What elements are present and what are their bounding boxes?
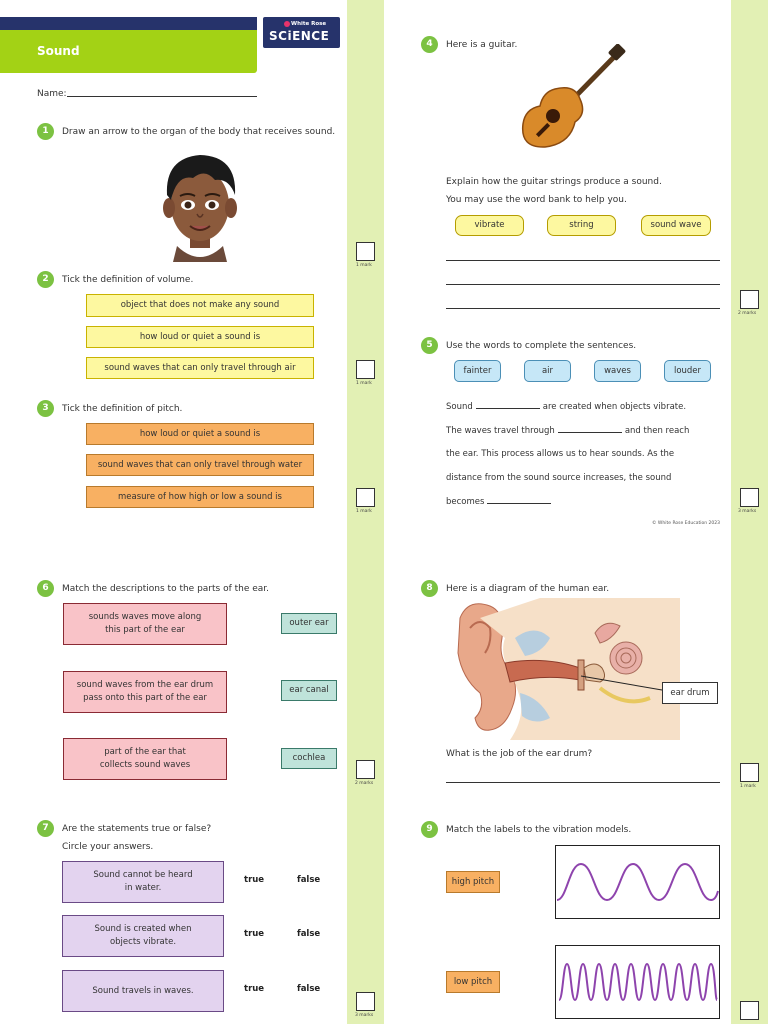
q6-description-3 [63, 738, 227, 780]
q8-question: What is the job of the ear drum? [446, 749, 593, 759]
q7-text-2: Circle your answers. [62, 842, 154, 852]
q5-blank-3[interactable] [487, 503, 551, 504]
question-number-4: 4 [421, 36, 438, 53]
q5-sentence-4: distance from the sound source increases, the sound [446, 473, 672, 483]
q1-text: Draw an arrow to the organ of the body that receives sound. [62, 127, 336, 137]
q5-mark-label: 3 marks [738, 509, 757, 514]
q8-mark-box[interactable] [740, 763, 759, 782]
q5-text: Use the words to complete the sentences. [446, 341, 637, 351]
q4-mark-box[interactable] [740, 290, 759, 309]
question-number-5: 5 [421, 337, 438, 354]
q2-mark-label: 1 mark [356, 381, 372, 386]
word-bank-vibrate: vibrate [455, 215, 524, 236]
q6-d3-l2: collects sound waves [99, 760, 191, 770]
q1-mark-label: 1 mark [356, 263, 372, 268]
q7-text: Are the statements true or false? [62, 824, 212, 834]
word-bank-string: string [547, 215, 616, 236]
q5-blank-2[interactable] [558, 432, 622, 433]
word-waves: waves [594, 360, 641, 382]
q7-mark-label: 3 marks [355, 1013, 374, 1018]
header-navy-strip [0, 17, 257, 30]
q7-statement-3: Sound travels in waves. [62, 970, 224, 1012]
q6-part-outer-ear: outer ear [281, 613, 337, 634]
q7-statement-1 [62, 861, 224, 903]
q2-mark-box[interactable] [356, 360, 375, 379]
word-louder: louder [664, 360, 711, 382]
q6-d3-l1: part of the ear that [104, 747, 186, 758]
q3-option-3[interactable]: measure of how high or low a sound is [86, 486, 314, 508]
question-number-3: 3 [37, 400, 54, 417]
q4-answer-line-1[interactable] [446, 260, 720, 261]
name-label: Name: [37, 89, 67, 99]
q5-sentence-5 [446, 497, 554, 507]
question-number-1: 1 [37, 123, 54, 140]
q3-text: Tick the definition of pitch. [62, 404, 183, 414]
q5-s5: becomes [446, 497, 485, 507]
q6-text: Match the descriptions to the parts of the ear. [62, 584, 270, 594]
question-number-9: 9 [421, 821, 438, 838]
q4-explain-2: You may use the word bank to help you. [446, 195, 627, 205]
q2-option-1[interactable]: object that does not make any sound [86, 294, 314, 317]
q6-d2-l1: sound waves from the ear drum [76, 680, 214, 691]
copyright: © White Rose Education 2023 [652, 521, 720, 526]
q4-answer-line-3[interactable] [446, 308, 720, 309]
vibration-model-narrow-wave [555, 945, 720, 1019]
q6-description-1 [63, 603, 227, 645]
q8-text: Here is a diagram of the human ear. [446, 584, 610, 594]
q7-true-3[interactable]: true [244, 984, 265, 994]
logo [263, 17, 340, 48]
question-number-8: 8 [421, 580, 438, 597]
q6-mark-label: 2 marks [355, 781, 374, 786]
logo-main-text: SCiENCE [269, 29, 330, 43]
q9-text: Match the labels to the vibration models. [446, 825, 632, 835]
q2-option-2[interactable]: how loud or quiet a sound is [86, 326, 314, 348]
q9-label-low-pitch: low pitch [446, 971, 500, 993]
q8-mark-label: 1 mark [740, 784, 756, 789]
q6-d1-l1: sounds waves move along [88, 612, 202, 623]
q7-mark-box[interactable] [356, 992, 375, 1011]
word-fainter: fainter [454, 360, 501, 382]
q8-answer-line[interactable] [446, 782, 720, 783]
q3-mark-label: 1 mark [356, 509, 372, 514]
q7-s1-l2: in water. [124, 883, 162, 893]
q6-d2-l2: pass onto this part of the ear [83, 693, 207, 703]
question-number-6: 6 [37, 580, 54, 597]
q7-s2-l2: objects vibrate. [109, 937, 177, 947]
child-face-illustration [155, 150, 245, 262]
q7-s1-l1: Sound cannot be heard [93, 870, 193, 881]
ear-drum-label: ear drum [662, 682, 718, 704]
q7-false-1[interactable]: false [297, 875, 321, 885]
q2-text: Tick the definition of volume. [62, 275, 194, 285]
q1-mark-box[interactable] [356, 242, 375, 261]
ear-diagram [450, 598, 680, 740]
q9-label-high-pitch: high pitch [446, 871, 500, 893]
q7-statement-2 [62, 915, 224, 957]
q6-mark-box[interactable] [356, 760, 375, 779]
q4-text: Here is a guitar. [446, 40, 518, 50]
q3-mark-box[interactable] [356, 488, 375, 507]
q9-mark-box[interactable] [740, 1001, 759, 1020]
word-air: air [524, 360, 571, 382]
q7-true-1[interactable]: true [244, 875, 265, 885]
q4-answer-line-2[interactable] [446, 284, 720, 285]
q6-d1-l2: this part of the ear [105, 625, 185, 635]
q6-part-cochlea: cochlea [281, 748, 337, 769]
q5-sentence-2 [446, 426, 689, 436]
q5-s2a: The waves travel through [446, 426, 555, 436]
q7-true-2[interactable]: true [244, 929, 265, 939]
q7-s2-l1: Sound is created when [94, 924, 192, 935]
page-title: Sound [37, 44, 80, 58]
q6-description-2 [63, 671, 227, 713]
q5-s2b: and then reach [624, 426, 690, 436]
logo-dot-icon [284, 21, 290, 27]
q5-sentence-3: the ear. This process allows us to hear sounds. As the [446, 449, 675, 459]
q3-option-2[interactable]: sound waves that can only travel through water [86, 454, 314, 476]
q4-mark-label: 2 marks [738, 311, 757, 316]
q6-part-ear-canal: ear canal [281, 680, 337, 701]
guitar-illustration [515, 44, 630, 154]
q5-sentence-1 [446, 402, 686, 412]
q3-option-1[interactable]: how loud or quiet a sound is [86, 423, 314, 445]
q5-s1b: are created when objects vibrate. [542, 402, 687, 412]
q7-false-3[interactable]: false [297, 984, 321, 994]
q5-s1a: Sound [446, 402, 473, 412]
q5-blank-1[interactable] [476, 408, 540, 409]
word-bank-sound-wave: sound wave [641, 215, 711, 236]
vibration-model-wide-wave [555, 845, 720, 919]
q7-false-2[interactable]: false [297, 929, 321, 939]
logo-small-text: White Rose [291, 21, 327, 27]
question-number-7: 7 [37, 820, 54, 837]
q5-mark-box[interactable] [740, 488, 759, 507]
name-input-line[interactable] [67, 96, 257, 97]
q2-option-3[interactable]: sound waves that can only travel through air [86, 357, 314, 379]
q4-explain-1: Explain how the guitar strings produce a sound. [446, 177, 662, 187]
question-number-2: 2 [37, 271, 54, 288]
